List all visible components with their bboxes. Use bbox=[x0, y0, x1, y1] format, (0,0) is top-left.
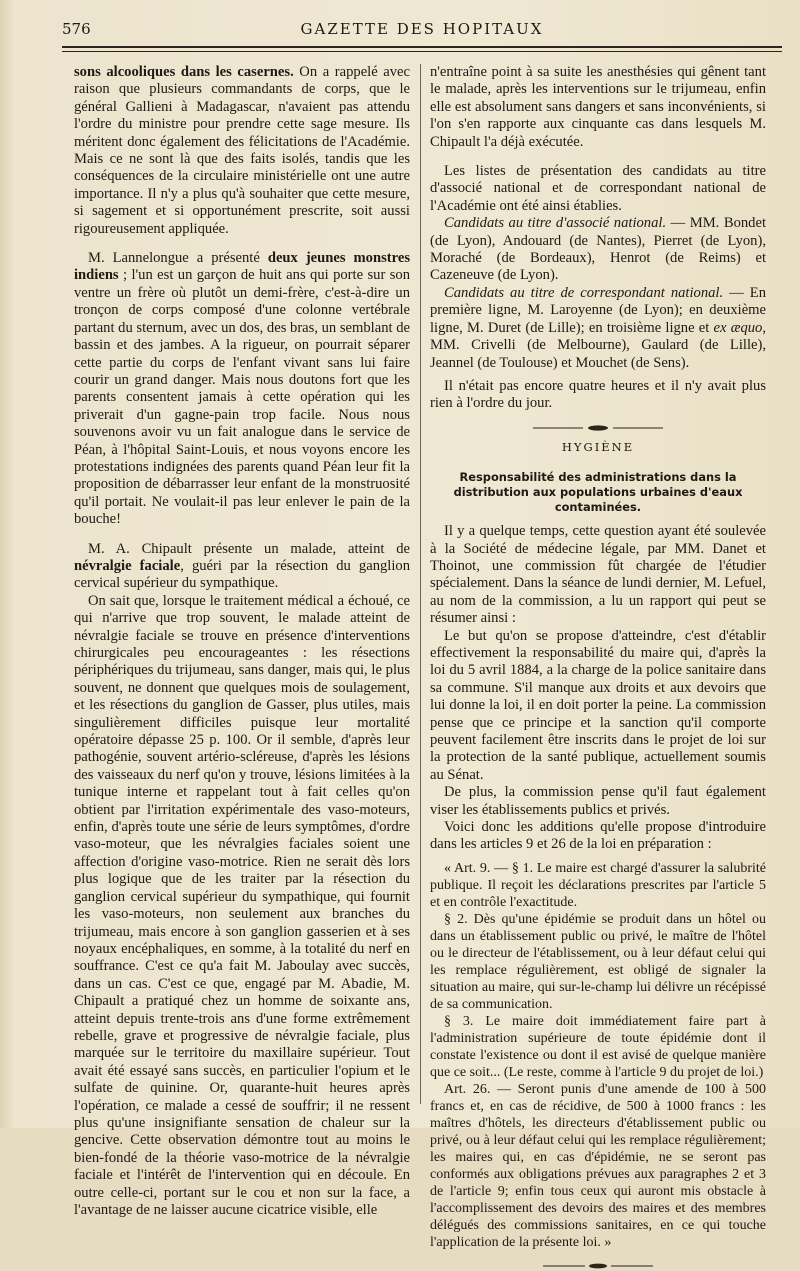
header-rule-bottom bbox=[62, 51, 782, 52]
paragraph-text: , guéri par la résection du ganglion cervical supérieur du sympathique. bbox=[74, 557, 411, 592]
paragraph: Il y a quelque temps, cette question ayant été soulevée à la Société de médecine légale, par MM. Danet et Thoinot, une commission fût chargée de l'étudier spécialement. Dans la séance de lundi dernier, M. Lefuel, au nom de la commission, a lu un rapport qui peut se résumer ainsi : bbox=[430, 523, 766, 627]
paragraph-text: , MM. Crivelli (de Melbourne), Gaulard (de Lille), Jeannel (de Toulouse) et Mouchet (de Sens). bbox=[430, 319, 766, 371]
paragraph: n'entraîne point à sa suite les anesthésies qui gênent tant le malade, après les interventions sur le trijumeau, enfin elle est absolument sans dangers et sans inconvénients, si l'on s'en rapporte aux cinquante cas dans lesquels M. Chipault l'a déjà exécutée. bbox=[430, 64, 766, 150]
quoted-article: § 2. Dès qu'une épidémie se produit dans un hôtel ou dans un établissement public ou privé, le maître de l'hôtel ou le directeur de l'établissement, ou à leur défaut celui qui les remplace régulièrement, est obligé de signaler la situation au maire, qui sur-le-champ lui délivre un récépissé de sa communication. bbox=[430, 911, 766, 1012]
quoted-article: § 3. Le maire doit immédiatement faire part à l'administration supérieure de toute épidémie dont il constate l'existence ou dont il est avisé de quelque manière que ce soit... (Le reste, comme à l'article 9 du projet de loi.) bbox=[430, 1013, 766, 1080]
italic-label: Candidats au titre d'associé national. bbox=[444, 215, 667, 232]
bold-term: deux jeunes monstres indiens bbox=[74, 250, 410, 284]
paragraph: On sait que, lorsque le traitement médical a échoué, ce qui n'arrive que trop souvent, le malade atteint de névralgie faciale se trouve en présence d'interventions chirurgicales peu encourageantes : les résections périphériques du trijumeau, sans danger, mais qui, le plus souvent, ne donnent que quelques mois de soulagement, et les résections du ganglion de Gasser, plus utiles, mais singulièrement difficiles puisque leur mortalité opératoire dépasse 25 p. 100. Or il semble, d'après leur pathogénie, souvent artério-scléreuse, d'après les lésions des vaisseaux du nerf qu'on y trouve, lésions limitées à la tunique interne et rappelant tout à fait celles qu'on obtient par l'irritation expérimentale des vaso-moteurs, enfin, d'après toute une série de leurs symptômes, d'ordre vaso-moteur, que les névralgies faciales soient une affection d'origine vaso-motrice. Rien ne serait dès lors plus logique que de les traiter par la résection du ganglion cervical supérieur du sympathique, qui fournit les vaso-moteurs, non seulement aux branches du trijumeau, mais encore à son ganglion gasserien et à ses noyaux encéphaliques, en somme, à la totalité du nerf en souffrance. C'est ce qu'a fait M. Jaboulay avec succès, dans un cas. C'est ce que, engagé par M. Abadie, M. Chipault a pratiqué chez un homme de soixante ans, atteint depuis trente-trois ans d'une forme extrêmement rebelle, grave et progressive de névralgie faciale, plus marquée sur le territoire du maxillaire supérieur. Tout avait été essayé sans succès, en particulier l'opium et le sulfate de quinine. Or, quarante-huit heures après l'opération, ce malade a cessé de souffrir; il ne ressent plus qu'une insignifiante sensation de chaleur sur la gencive. Cette observation démontre tout au moins le bien-fondé de la théorie vaso-motrice de la névralgie faciale et l'intérêt de l'intervention qui en découle. En outre celle-ci, portant sur le cou et non sur la face, a l'avantage de ne laisser aucune cicatrice visible, elle bbox=[74, 592, 410, 1218]
header-rule-top bbox=[62, 46, 782, 48]
paragraph-text: — En première ligne, M. Laroyenne (de Lyon); en deuxième ligne, M. Duret (de Lille); en troisième ligne et bbox=[430, 284, 766, 336]
paragraph: Voici donc les additions qu'elle propose d'introduire dans les articles 9 et 26 de la loi en préparation : bbox=[430, 819, 766, 853]
paragraph bbox=[74, 250, 410, 529]
right-column bbox=[430, 64, 766, 1250]
paragraph-text: ; l'un est un garçon de huit ans qui porte sur son ventre un frère où plutôt un demi-frère, c'est-à-dire un tronçon de corps composé d'une colonne vertébrale partant du sternum, avec un dos, des bras, un semblant de bassin et des jambes. A la rigueur, on pourrait séparer cette partie du corps de l'enfant vivant sans lui faire courir un grand danger. Mais nous doutons fort que les parents consentent jamais à cette opération qui les priverait d'un gagne-pain trop facile. Nous nous souvenons avoir vu un fait analogue dans le service de Péan, à l'hôpital Saint-Louis, et nous voyons encore les protestations indignées des parents quand Péan leur fit la proposition de débarrasser leur enfant de la monstruosité qu'il portait. Ne voulait-il pas leur enlever le pain de la bouche! bbox=[74, 267, 410, 528]
paragraph: Le but qu'on se propose d'atteindre, c'est d'établir effectivement la responsabilité du maire qui, d'après la loi du 5 avril 1884, a la charge de la police sanitaire dans sa commune. S'il manque aux droits et aux devoirs que lui donne la loi, il en doit porter la peine. La commission pense que ce principe et la sanction qu'il comporte peuvent facilement être inscrits dans le projet de loi sur la protection de la santé publique, actuellement soumis au Sénat. bbox=[430, 627, 766, 783]
paragraph bbox=[74, 64, 410, 238]
page-number: 576 bbox=[62, 20, 91, 38]
page-header bbox=[62, 20, 782, 44]
italic-label: Candidats au titre de correspondant national. bbox=[444, 284, 724, 301]
paragraph: Les listes de présentation des candidats au titre d'associé national et de correspondant national de l'Académie ont été ainsi établies. bbox=[430, 163, 766, 214]
article-title: Responsabilité des administrations dans la distribution aux populations urbaines d'eaux contaminées. bbox=[453, 470, 743, 515]
paragraph-text: — MM. Bondet (de Lyon), Andouard (de Nantes), Pierret (de Lyon), Moraché (de Bordeaux), Henrot (de Reims) et Cazeneuve (de Lyon). bbox=[430, 215, 766, 284]
running-title: GAZETTE DES HOPITAUX bbox=[300, 20, 544, 38]
bold-term: névralgie faciale bbox=[74, 557, 181, 574]
quoted-article: Art. 26. — Seront punis d'une amende de 100 à 500 francs et, en cas de récidive, de 500 à 1000 francs : les maîtres d'hôtels, les directeurs d'établissement public ou privé, ou à leur défaut celui qui les remplace régulièrement; les maires qui, en cas d'épidémie, ne se seront pas conformés aux obligations prévues aux paragraphes 2 et 3 de l'article 9; enfin tous ceux qui auront mis obstacle à l'accomplissement des devoirs des maires et des membres délégués des commissions sanitaires, en ce qui touche l'application de la présente loi. » bbox=[430, 1081, 766, 1250]
paragraph-text: M. Lannelongue a présenté bbox=[88, 250, 268, 267]
paragraph bbox=[430, 215, 766, 285]
paragraph-text: On a rappelé avec raison que plusieurs commandants de corps, que le général Gallieni à Madagascar, n'avaient pas attendu l'ordre du ministre pour prendre cette sage mesure. Ils méritent donc également des félicitations de l'Académie. Mais ce ne sont là que des faits isolés, tandis que les conséquences de la circulaire ministérielle ont une autre importance. Il n'y a plus qu'à souhaiter que cette mesure, si sagement et si opportunément prescrite, soit aussi rigoureusement appliquée. bbox=[74, 64, 410, 237]
paragraph: De plus, la commission pense qu'il faut également viser les établissements publics et privés. bbox=[430, 784, 766, 818]
left-column bbox=[74, 64, 411, 1218]
quoted-article: « Art. 9. — § 1. Le maire est chargé d'assurer la salubrité publique. Il reçoit les déclarations prescrites par l'article 5 et en contrôle l'exactitude. bbox=[430, 860, 766, 910]
column-divider bbox=[420, 64, 421, 1104]
bold-lead: sons alcooliques dans les casernes. bbox=[74, 64, 294, 80]
paragraph-text: M. A. Chipault présente un malade, atteint de bbox=[88, 540, 410, 557]
italic-term: ex æquo bbox=[713, 319, 763, 336]
ornament-divider bbox=[533, 423, 663, 433]
ornament-end bbox=[543, 1261, 653, 1271]
paragraph: Il n'était pas encore quatre heures et il n'y avait plus rien à l'ordre du jour. bbox=[430, 377, 766, 412]
paragraph bbox=[74, 541, 410, 593]
section-heading: HYGIÈNE bbox=[561, 439, 635, 454]
paragraph bbox=[430, 285, 766, 372]
